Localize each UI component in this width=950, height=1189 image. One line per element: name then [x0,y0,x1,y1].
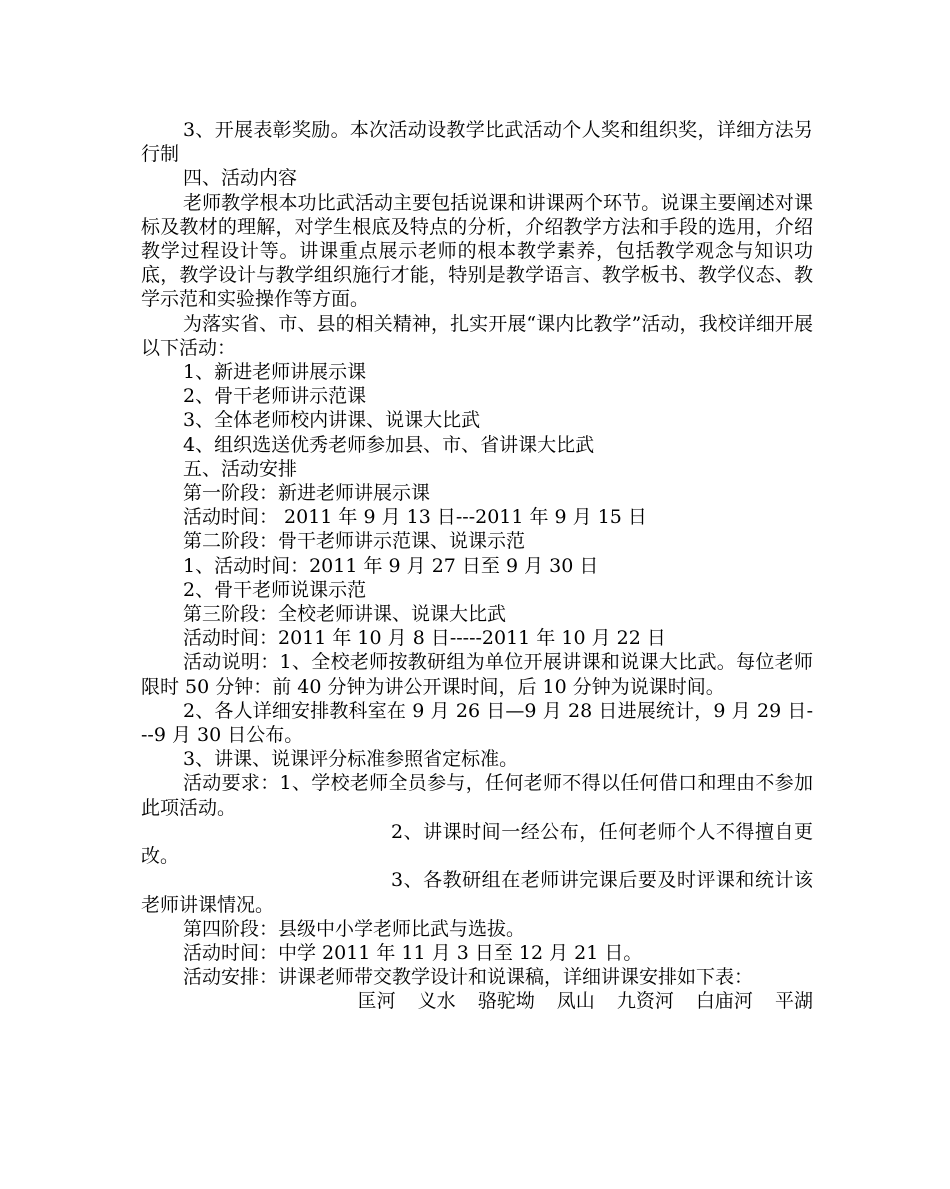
school-name: 九资河 [616,990,674,1013]
activity-item-1: 1、新进老师讲展示课 [183,361,367,384]
activity-item-2: 2、骨干老师讲示范课 [183,385,367,408]
paragraph-content-desc: 老师教学根本功比武活动主要包括说课和讲课两个环节。说课主要阐述对课标及教材的理解，对学生根底及特点的分析，介绍教学方法和手段的选用，介绍教学过程设计等。讲课重点展示老师的根本教学素养，包括教学观念与知识功底，教学设计与教学组织施行才能，特别是教学语言、教学板书、教学仪态、教学示范和实验操作等方面。 [141,191,813,311]
school-name: 凤山 [556,990,595,1013]
section-heading-schedule: 五、活动安排 [183,457,298,480]
stage-3-requirement-2: 2、讲课时间一经公布，任何老师个人不得擅自更改。 [141,820,813,868]
school-name: 义水 [417,990,456,1013]
stage-3-note-2: 2、各人详细安排教科室在 9 月 26 日—9 月 28 日进展统计，9 月 29 日---9 月 30 日公布。 [141,699,813,747]
paragraph-award: 3、开展表彰奖励。本次活动设教学比武活动个人奖和组织奖，详细方法另行制 [141,119,813,166]
stage-2-demo: 2、骨干老师说课示范 [183,578,367,601]
school-name: 匡河 [357,990,396,1013]
school-name: 平湖 [774,990,813,1013]
stage-4-arrangement: 活动安排：讲课老师带交教学设计和说课稿，详细讲课安排如下表： [183,966,754,989]
activity-item-4: 4、组织选送优秀老师参加县、市、省讲课大比武 [183,433,595,456]
stage-3-requirement-3: 3、各教研组在老师讲完课后要及时评课和统计该老师讲课情况。 [141,869,813,916]
stage-1-time: 活动时间： 2011 年 9 月 13 日---2011 年 9 月 15 日 [183,506,647,529]
stage-2-title: 第二阶段：骨干老师讲示范课、说课示范 [183,530,526,553]
stage-1-title: 第一阶段：新进老师讲展示课 [183,482,431,505]
stage-3-requirement-1: 活动要求：1、学校老师全员参与，任何老师不得以任何借口和理由不参加此项活动。 [141,772,813,819]
school-list [141,989,813,1013]
stage-3-note-1: 活动说明：1、全校老师按教研组为单位开展讲课和说课大比武。每位老师限时 50 分钟：前 40 分钟为讲公开课时间，后 10 分钟为说课时间。 [141,651,813,698]
stage-3-time: 活动时间：2011 年 10 月 8 日-----2011 年 10 月 22 日 [183,627,666,650]
school-name: 骆驼坳 [477,990,535,1013]
stage-4-time: 活动时间：中学 2011 年 11 月 3 日至 12 月 21 日。 [183,941,643,964]
school-name: 白庙河 [695,990,753,1013]
document-page [141,118,813,1014]
activity-item-3: 3、全体老师校内讲课、说课大比武 [183,409,481,432]
stage-2-time: 1、活动时间：2011 年 9 月 27 日至 9 月 30 日 [183,554,599,577]
paragraph-implementation: 为落实省、市、县的相关精神，扎实开展“课内比教学”活动，我校详细开展以下活动： [141,312,813,359]
stage-3-note-3: 3、讲课、说课评分标准参照省定标准。 [183,748,519,771]
stage-4-title: 第四阶段：县级中小学老师比武与选拔。 [183,917,526,940]
stage-3-title: 第三阶段：全校老师讲课、说课大比武 [183,603,507,626]
section-heading-content: 四、活动内容 [183,167,298,190]
